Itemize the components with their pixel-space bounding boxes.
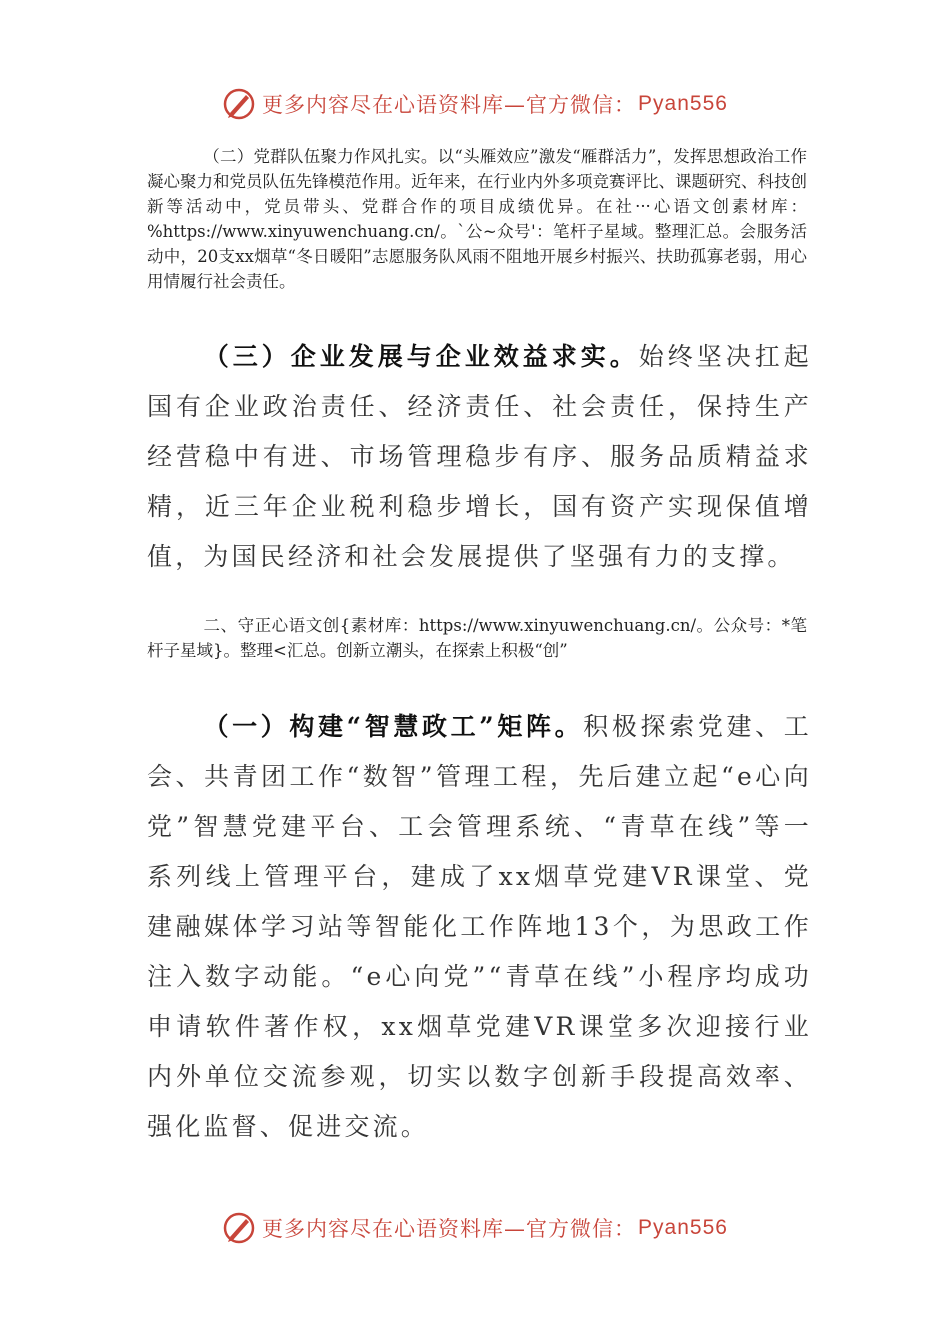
paragraph-heading: （三）企业发展与企业效益求实。 [203,342,639,371]
paragraph-party-team [147,144,807,294]
banner-text: 更多内容尽在心语资料库—官方微信： [262,1217,637,1241]
pen-logo-icon [222,87,256,121]
banner-text: 更多内容尽在心语资料库—官方微信： [262,93,637,117]
paragraph-smart-politics [147,702,812,1152]
paragraph-text: （二）党群队伍聚力作风扎实。以“头雁效应”激发“雁群活力”，发挥思想政治工作凝心聚力和党员队伍先锋模范作用。近年来，在行业内外多项竞赛评比、课题研究、科技创新等活动中，党员带头、党群合作的项目成绩优异。在社···心语文创素材库：%https://www.xinyuwenchuang.cn/。`公~众号'：笔杆子星域。整理汇总。会服务活动中，20支xx烟草“冬日暖阳”志愿服务队风雨不阻地开展乡村振兴、扶助孤寡老弱，用心用情履行社会责任。 [147,147,807,291]
footer-banner [0,1208,950,1248]
banner-wechat-id: Pyan556 [638,1216,728,1239]
pen-logo-icon [222,1211,256,1245]
paragraph-text: 积极探索党建、工会、共青团工作“数智”管理工程，先后建立起“e心向党”智慧党建平台、工会管理系统、“青草在线”等一系列线上管理平台，建成了xx烟草党建VR课堂、党建融媒体学习站等智能化工作阵地13个，为思政工作注入数字动能。“e心向党”“青草在线”小程序均成功申请软件著作权，xx烟草党建VR课堂多次迎接行业内外单位交流参观，切实以数字创新手段提高效率、强化监督、促进交流。 [147,712,812,1141]
header-banner [0,84,950,124]
paragraph-text: 始终坚决扛起国有企业政治责任、经济责任、社会责任，保持生产经营稳中有进、市场管理稳步有序、服务品质精益求精，近三年企业税利稳步增长，国有资产实现保值增值，为国民经济和社会发展提供了坚强有力的支撑。 [147,342,812,571]
paragraph-heading: （一）构建“智慧政工”矩阵。 [203,712,584,741]
banner-wechat-id: Pyan556 [638,92,728,115]
section-heading-text: 二、守正心语文创{素材库：https://www.xinyuwenchuang.cn/。公众号：*笔杆子星域}。整理<汇总。创新立潮头，在探索上积极“创” [147,616,807,660]
section-heading-innovation [147,613,807,663]
paragraph-enterprise-development [147,332,812,582]
